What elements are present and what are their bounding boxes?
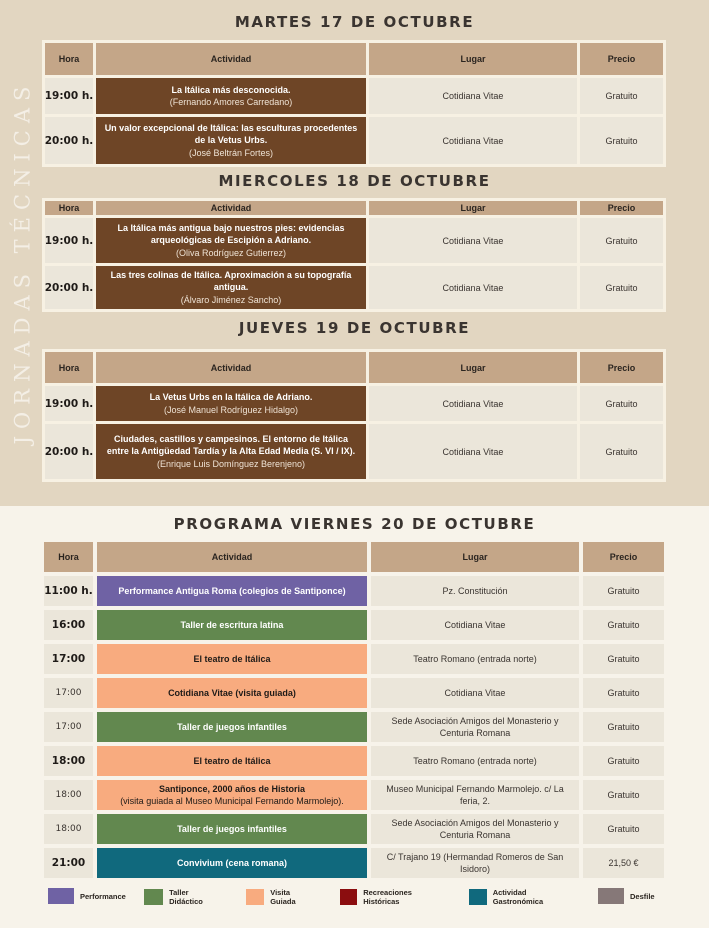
precio-cell: 21,50 € [583, 848, 664, 878]
activity-title: La Itálica más antigua bajo nuestros pies: evidencias arqueológicas de Escipión a Adriano. [117, 222, 345, 246]
actividad-cell [97, 644, 367, 674]
header-hora: Hora [45, 352, 93, 383]
header-actividad: Actividad [96, 201, 366, 215]
table-row [45, 78, 663, 114]
activity-speaker: (José Manuel Rodríguez Hidalgo) [163, 404, 299, 415]
hora-cell: 16:00 [44, 610, 93, 640]
legend-label: Actividad Gastronómica [492, 888, 544, 906]
hora-cell: 18:00 [44, 814, 93, 844]
legend-swatch-icon [246, 889, 264, 905]
table-row [44, 610, 666, 640]
activity-title: La Itálica más desconocida. [171, 84, 291, 95]
activity-speaker: (Oliva Rodríguez Gutierrez) [175, 247, 287, 258]
header-precio: Precio [580, 201, 663, 215]
day-title: JUEVES 19 DE OCTUBRE [238, 319, 471, 337]
activity-title: Convivium (cena romana) [176, 857, 288, 868]
actividad-cell [96, 386, 366, 421]
activity-title: Taller de juegos infantiles [177, 823, 287, 834]
day-title: MARTES 17 DE OCTUBRE [234, 13, 475, 31]
table-row [44, 712, 666, 742]
lugar-cell: Cotidiana Vitae [369, 78, 577, 114]
table-row [44, 814, 666, 844]
table-row [45, 386, 663, 421]
lugar-cell: Cotidiana Vitae [369, 117, 577, 164]
hora-cell: 20:00 h. [45, 424, 93, 479]
table-row [44, 848, 666, 878]
legend-item [246, 888, 303, 906]
table-row [45, 424, 663, 479]
activity-title: Las tres colinas de Itálica. Aproximación a su topografía antigua. [110, 269, 352, 293]
lugar-cell: C/ Trajano 19 (Hermandad Romeros de San Isidoro) [371, 848, 579, 878]
activity-title: Taller de juegos infantiles [177, 721, 287, 732]
precio-cell: Gratuito [580, 218, 663, 263]
header-lugar: Lugar [369, 43, 577, 75]
legend-swatch-icon [340, 889, 357, 905]
hora-cell: 21:00 [44, 848, 93, 878]
hora-cell: 19:00 h. [45, 386, 93, 421]
hora-cell: 17:00 [44, 678, 93, 708]
activity-title: La Vetus Urbs en la Itálica de Adriano. [149, 392, 313, 402]
actividad-cell [97, 780, 367, 810]
activity-title: Un valor excepcional de Itálica: las esculturas procedentes de la Vetus Urbs. [104, 122, 358, 146]
day-title: PROGRAMA VIERNES 20 DE OCTUBRE [173, 515, 536, 533]
actividad-cell [96, 218, 366, 263]
schedule-table-miercoles [42, 198, 666, 312]
precio-cell: Gratuito [583, 678, 664, 708]
actividad-cell [97, 610, 367, 640]
precio-cell: Gratuito [583, 644, 664, 674]
table-row [45, 266, 663, 309]
table-header [44, 542, 666, 572]
lugar-cell: Cotidiana Vitae [369, 266, 577, 309]
side-title [2, 79, 42, 445]
legend-swatch-icon [469, 889, 487, 905]
legend-item [48, 888, 126, 904]
activity-speaker: (Enrique Luis Domínguez Berenjeno) [156, 458, 306, 469]
day-title: MIERCOLES 18 DE OCTUBRE [218, 172, 491, 190]
table-header [45, 43, 663, 75]
lugar-cell: Cotidiana Vitae [369, 424, 577, 479]
table-row [45, 117, 663, 164]
header-lugar: Lugar [369, 352, 577, 383]
lugar-cell: Cotidiana Vitae [371, 610, 579, 640]
table-row [44, 644, 666, 674]
table-header [45, 201, 663, 215]
hora-cell: 19:00 h. [45, 78, 93, 114]
precio-cell: Gratuito [583, 814, 664, 844]
header-actividad: Actividad [96, 43, 366, 75]
legend-item [598, 888, 655, 904]
legend-item [340, 888, 421, 906]
lugar-cell: Pz. Constitución [371, 576, 579, 606]
hora-cell: 20:00 h. [45, 117, 93, 164]
legend-label: Taller Didáctico [169, 888, 203, 906]
legend-swatch-icon [598, 888, 624, 904]
side-title-text: JORNADAS TÉCNICAS [10, 79, 34, 445]
lugar-cell: Teatro Romano (entrada norte) [371, 746, 579, 776]
legend-item [144, 888, 210, 906]
table-row [44, 576, 666, 606]
header-precio: Precio [583, 542, 664, 572]
legend-label: Performance [80, 891, 126, 901]
legend-label: Desfile [630, 891, 655, 901]
table-header [45, 352, 663, 383]
header-hora: Hora [45, 43, 93, 75]
legend-item [469, 888, 551, 906]
precio-cell: Gratuito [583, 576, 664, 606]
precio-cell: Gratuito [580, 386, 663, 421]
lugar-cell: Cotidiana Vitae [369, 218, 577, 263]
schedule-table-viernes [44, 542, 666, 882]
header-lugar: Lugar [369, 201, 577, 215]
lugar-cell: Cotidiana Vitae [369, 386, 577, 421]
activity-title: Cotidiana Vitae (visita guiada) [168, 687, 296, 698]
table-row [44, 746, 666, 776]
legend-swatch-icon [48, 888, 74, 904]
legend-swatch-icon [144, 889, 163, 905]
precio-cell: Gratuito [580, 424, 663, 479]
activity-title: El teatro de Itálica [193, 755, 271, 766]
actividad-cell [97, 678, 367, 708]
hora-cell: 19:00 h. [45, 218, 93, 263]
activity-speaker: (Fernando Amores Carredano) [169, 97, 293, 107]
table-row [45, 218, 663, 263]
actividad-cell [96, 78, 366, 114]
activity-title: El teatro de Itálica [193, 653, 271, 664]
table-row [44, 780, 666, 810]
actividad-cell [97, 848, 367, 878]
actividad-cell [97, 712, 367, 742]
actividad-cell [97, 746, 367, 776]
schedule-table-martes [42, 40, 666, 167]
hora-cell: 18:00 [44, 746, 93, 776]
actividad-cell [96, 266, 366, 309]
activity-speaker: (José Beltrán Fortes) [188, 147, 274, 158]
header-actividad: Actividad [97, 542, 367, 572]
legend-label: Recreaciones Históricas [363, 888, 412, 906]
header-hora: Hora [44, 542, 93, 572]
friday-rows [44, 576, 666, 878]
header-hora: Hora [45, 201, 93, 215]
precio-cell: Gratuito [580, 117, 663, 164]
lugar-cell: Sede Asociación Amigos del Monasterio y Centuria Romana [371, 712, 579, 742]
activity-subtitle: (visita guiada al Museo Municipal Fernando Marmolejo). [120, 796, 344, 806]
precio-cell: Gratuito [583, 746, 664, 776]
lugar-cell: Sede Asociación Amigos del Monasterio y Centuria Romana [371, 814, 579, 844]
header-lugar: Lugar [371, 542, 579, 572]
header-precio: Precio [580, 43, 663, 75]
precio-cell: Gratuito [580, 78, 663, 114]
hora-cell: 18:00 [44, 780, 93, 810]
actividad-cell [97, 814, 367, 844]
table-row [44, 678, 666, 708]
precio-cell: Gratuito [583, 610, 664, 640]
actividad-cell [96, 424, 366, 479]
header-precio: Precio [580, 352, 663, 383]
header-actividad: Actividad [96, 352, 366, 383]
lugar-cell: Cotidiana Vitae [371, 678, 579, 708]
schedule-table-jueves [42, 349, 666, 482]
precio-cell: Gratuito [583, 780, 664, 810]
activity-title: Taller de escritura latina [180, 619, 284, 630]
legend-label: Visita Guiada [270, 888, 296, 906]
hora-cell: 17:00 [44, 644, 93, 674]
activity-title: Santiponce, 2000 años de Historia [158, 783, 306, 794]
actividad-cell [97, 576, 367, 606]
lugar-cell: Teatro Romano (entrada norte) [371, 644, 579, 674]
hora-cell: 17:00 [44, 712, 93, 742]
precio-cell: Gratuito [583, 712, 664, 742]
actividad-cell [96, 117, 366, 164]
lugar-cell: Museo Municipal Fernando Marmolejo. c/ La feria, 2. [371, 780, 579, 810]
hora-cell: 11:00 h. [44, 576, 93, 606]
activity-title: Ciudades, castillos y campesinos. El entorno de Itálica entre la Antigüedad Tardía y la Alta Edad Media (S. VI / IX). [106, 433, 356, 457]
activity-speaker: (Álvaro Jiménez Sancho) [180, 294, 282, 305]
activity-title: Performance Antigua Roma (colegios de Santiponce) [118, 585, 346, 596]
precio-cell: Gratuito [580, 266, 663, 309]
hora-cell: 20:00 h. [45, 266, 93, 309]
